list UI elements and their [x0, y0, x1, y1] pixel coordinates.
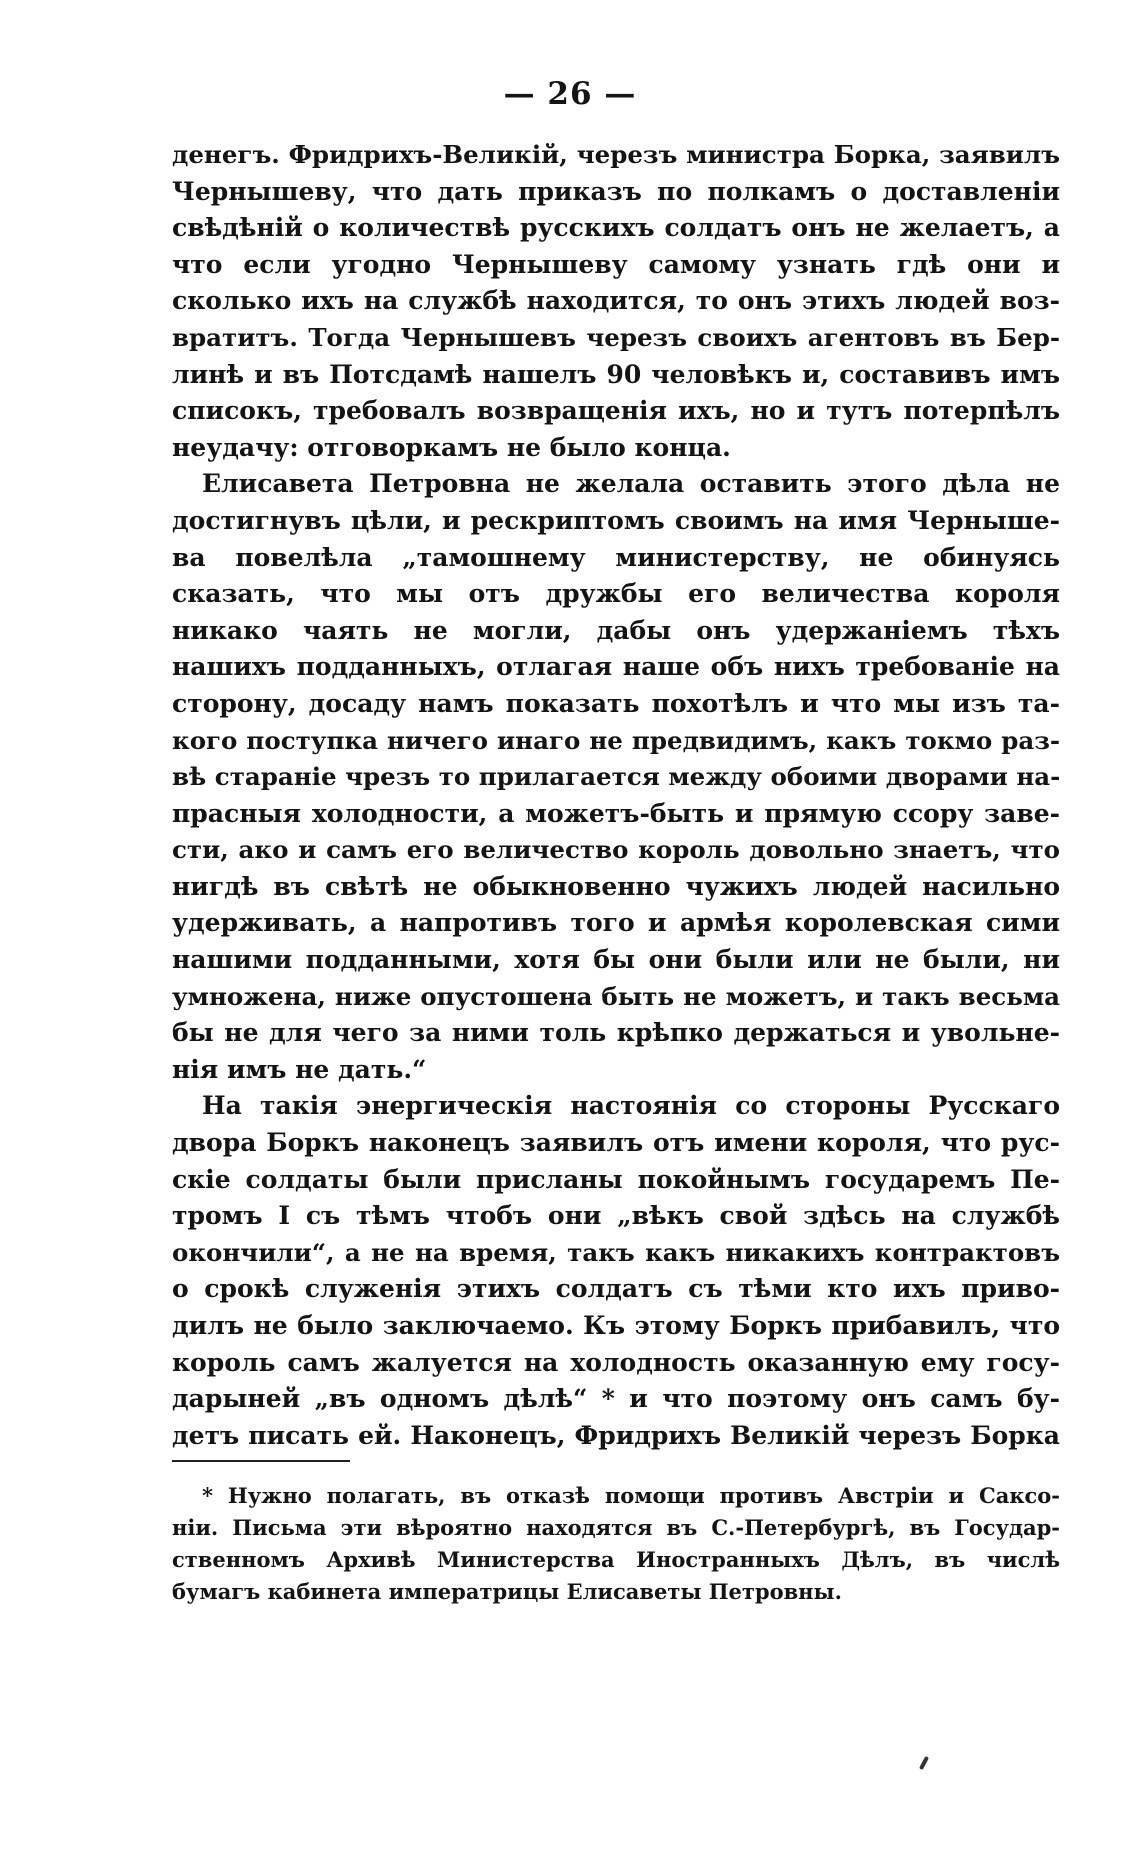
text-line: о срокѣ служенія этихъ солдатъ съ тѣми кто ихъ приво-	[172, 1274, 1060, 1304]
text-line: На такія энергическія настоянія со стороны Русскаго	[202, 1091, 1060, 1121]
text-line: дилъ не было заключаемо. Къ этому Боркъ прибавилъ, что	[172, 1311, 1060, 1340]
footnote-line: бумагъ кабинета императрицы Елисаветы Петровны.	[172, 1579, 842, 1604]
text-line: линѣ и въ Потсдамѣ нашелъ 90 человѣкъ и, составивъ имъ	[172, 359, 1060, 389]
text-line: двора Боркъ наконецъ заявилъ отъ имени короля, что рус-	[172, 1128, 1060, 1158]
text-line: списокъ, требовалъ возвращенія ихъ, но и тутъ потерпѣлъ	[172, 396, 1060, 426]
text-line: скіе солдаты были присланы покойнымъ государемъ Пе-	[172, 1164, 1060, 1194]
text-line: достигнувъ цѣли, и рескриптомъ своимъ на имя Черныше-	[172, 505, 1060, 535]
text-line: нія имъ не дать.“	[172, 1054, 427, 1084]
text-line: сколько ихъ на службѣ находится, то онъ этихъ людей воз-	[172, 286, 1060, 316]
text-line: Елисавета Петровна не желала оставить этого дѣла не	[202, 469, 1060, 499]
text-line: денегъ. Фридрихъ-Великій, черезъ министра Борка, заявилъ	[172, 140, 1060, 169]
page-number: — 26 —	[503, 76, 637, 112]
text-line: кого поступка ничего инаго не предвидимъ, какъ токмо раз-	[172, 725, 1060, 755]
text-line: нашихъ подданныхъ, отлагая наше объ нихъ требованіе на	[172, 652, 1060, 682]
footnote-line: ніи. Письма эти вѣроятно находятся въ С.-Петербургѣ, въ Государ-	[172, 1515, 1060, 1540]
text-line: вратитъ. Тогда Чернышевъ черезъ своихъ агентовъ въ Бер-	[172, 322, 1060, 352]
footnote-divider	[172, 1460, 350, 1462]
text-line: прасныя холодности, а можетъ-быть и прямую ссору заве-	[172, 798, 1060, 828]
text-line: вѣ стараніе чрезъ то прилагается между обоими дворами на-	[172, 762, 1060, 792]
ink-mark	[919, 1756, 929, 1770]
text-line: окончили“, а не на время, такъ какъ никакихъ контрактовъ	[172, 1237, 1060, 1267]
text-line: нигдѣ въ свѣтѣ не обыкновенно чужихъ людей насильно	[172, 871, 1060, 901]
text-line: бы не для чего за ними толь крѣпко держаться и увольне-	[172, 1018, 1060, 1048]
main-text	[172, 137, 1060, 1454]
text-line: сти, ако и самъ его величество король довольно знаетъ, что	[172, 835, 1060, 865]
text-line: ва повелѣла „тамошнему министерству, не обинуясь	[172, 542, 1060, 572]
text-line: король самъ жалуется на холодность оказанную ему госу-	[172, 1347, 1060, 1377]
text-line: тромъ I съ тѣмъ чтобъ они „вѣкъ свой здѣсь на службѣ	[172, 1201, 1060, 1231]
text-line: сказать, что мы отъ дружбы его величества короля	[172, 579, 1060, 609]
footnote	[172, 1480, 1060, 1608]
text-line: дарыней „въ одномъ дѣлѣ“ * и что поэтому онъ самъ бу-	[172, 1384, 1060, 1414]
text-line: сторону, досаду намъ показать похотѣлъ и что мы изъ та-	[172, 688, 1060, 718]
text-line: никако чаять не могли, дабы онъ удержаніемъ тѣхъ	[172, 615, 1060, 645]
footnote-line: * Нужно полагать, въ отказѣ помощи противъ Австріи и Саксо-	[202, 1483, 1060, 1508]
text-line: свѣдѣній о количествѣ русскихъ солдатъ онъ не желаетъ, а	[172, 213, 1060, 243]
text-line: Чернышеву, что дать приказъ по полкамъ о доставленіи	[172, 176, 1060, 206]
text-line: неудачу: отговоркамъ не было конца.	[172, 432, 731, 462]
text-line: нашими подданными, хотя бы они были или не были, ни	[172, 945, 1060, 975]
text-line: детъ писать ей. Наконецъ, Фридрихъ Великій черезъ Борка	[172, 1420, 1060, 1450]
text-line: удерживать, а напротивъ того и армѣя королевская сими	[172, 908, 1060, 938]
footnote-line: ственномъ Архивѣ Министерства Иностранныхъ Дѣлъ, въ числѣ	[172, 1547, 1060, 1572]
text-line: что если угодно Чернышеву самому узнать гдѣ они и	[172, 249, 1060, 279]
text-line: умножена, ниже опустошена быть не можетъ, и такъ весьма	[172, 981, 1060, 1011]
